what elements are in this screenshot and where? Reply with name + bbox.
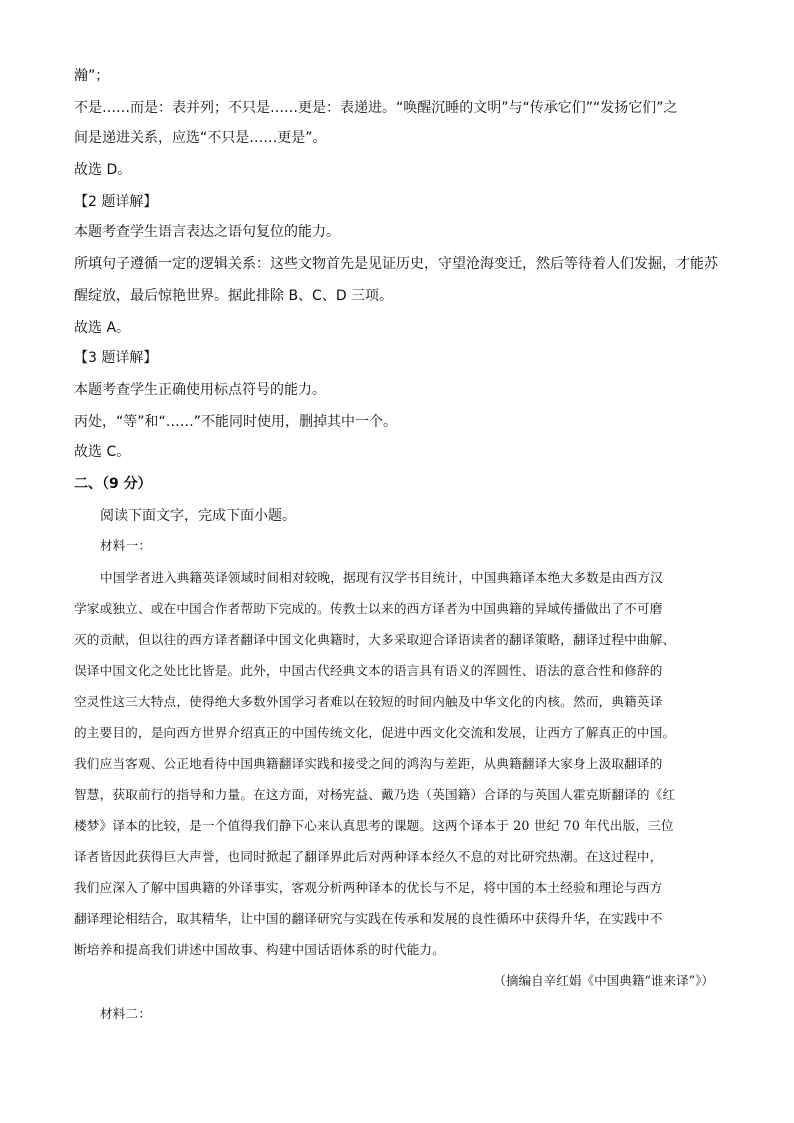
section-2-heading: 二、（9 分） [74, 476, 152, 492]
q3-heading: 【3 题详解】 [74, 350, 158, 366]
answer-line-4: 故选 D。 [74, 162, 132, 178]
material-2-label: 材料二： [100, 1006, 152, 1021]
q3-line-3: 故选 C。 [74, 444, 131, 460]
q2-line-4: 故选 A。 [74, 320, 131, 336]
material-1-line: 我们应当客观、公正地看待中国典籍翻译实践和接受之间的鸿沟与差距，从典籍翻译大家身上汲取翻译的 [74, 756, 663, 771]
q2-line-2: 所填句子遵循一定的逻辑关系：这些文物首先是见证历史，守望沧海变迁，然后等待着人们发掘，才能苏 [74, 256, 718, 272]
material-1-line: 灭的贡献，但以往的西方译者翻译中国文化典籍时，大多采取迎合译语读者的翻译策略，翻译过程中曲解、 [74, 632, 676, 647]
q3-line-1: 本题考查学生正确使用标点符号的能力。 [74, 382, 326, 398]
q2-line-3: 醒绽放，最后惊艳世界。据此排除 B、C、D 三项。 [74, 288, 394, 304]
material-1-line: 楼梦》译本的比较，是一个值得我们静下心来认真思考的课题。这两个译本于 20 世纪 70 年代出版，三位 [74, 818, 674, 833]
q3-line-2: 丙处，“等”和“……”不能同时使用，删掉其中一个。 [74, 414, 398, 430]
material-1-source: （摘编自辛红娟《中国典籍“谁来译”》） [493, 973, 714, 988]
q2-heading: 【2 题详解】 [74, 194, 158, 210]
material-1-label: 材料一： [100, 538, 152, 553]
material-1-line: 我们应深入了解中国典籍的外译事实，客观分析两种译本的优长与不足，将中国的本土经验和理论与西方 [74, 880, 663, 895]
answer-line-1: 瀚”； [74, 68, 110, 84]
material-1-line: 翻译理论相结合，取其精华，让中国的翻译研究与实践在传承和发展的良性循环中获得升华，在实践中不 [74, 911, 663, 926]
answer-line-2: 不是……而是：表并列；不只是……更是：表递进。“唤醒沉睡的文明”与“传承它们”“发扬它们”之 [74, 100, 678, 116]
answer-line-3: 间是递进关系，应选“不只是……更是”。 [74, 130, 327, 146]
q2-line-1: 本题考查学生语言表达之语句复位的能力。 [74, 224, 340, 240]
material-1-line: 学家或独立、或在中国合作者帮助下完成的。传教士以来的西方译者为中国典籍的异域传播做出了不可磨 [74, 601, 663, 616]
material-1-line: 断培养和提高我们讲述中国故事、构建中国话语体系的时代能力。 [74, 942, 446, 957]
reading-instruction: 阅读下面文字，完成下面小题。 [100, 508, 296, 524]
material-1-line: 误译中国文化之处比比皆是。此外，中国古代经典文本的语言具有语义的浑圆性、语法的意合性和修辞的 [74, 663, 663, 678]
material-1-line: 空灵性这三大特点，使得绝大多数外国学习者难以在较短的时间内触及中华文化的内核。然而，典籍英译 [74, 694, 663, 709]
material-1-line: 的主要目的，是向西方世界介绍真正的中国传统文化，促进中西文化交流和发展，让西方了解真正的中国。 [74, 725, 676, 740]
material-1-line: 中国学者进入典籍英译领域时间相对较晚，据现有汉学书目统计，中国典籍译本绝大多数是由西方汉 [100, 570, 663, 585]
material-1-line: 译者皆因此获得巨大声誉，也同时掀起了翻译界此后对两种译本经久不息的对比研究热潮。在这过程中， [74, 849, 663, 864]
material-1-line: 智慧，获取前行的指导和力量。在这方面，对杨宪益、戴乃迭（英国籍）合译的与英国人霍克斯翻译的《红 [74, 787, 676, 802]
